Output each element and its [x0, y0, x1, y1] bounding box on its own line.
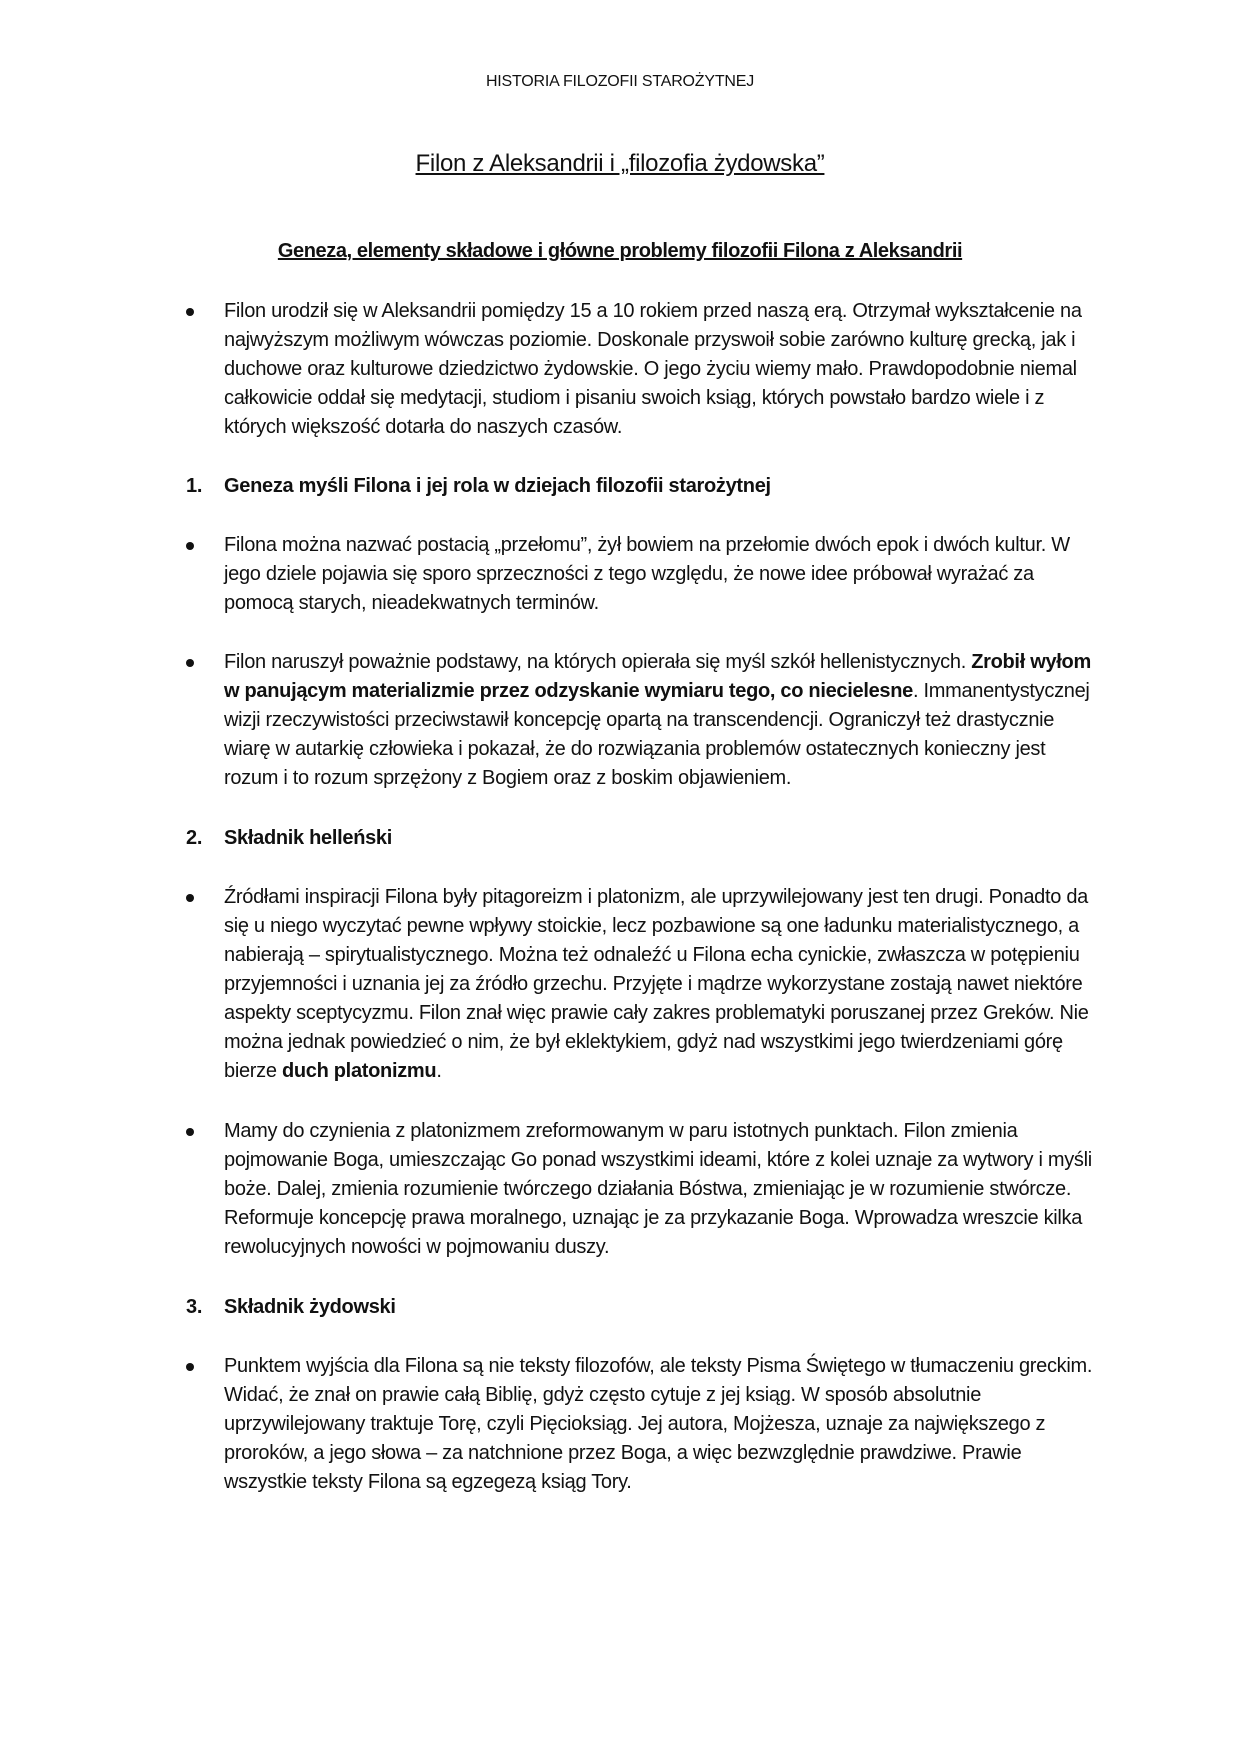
- paragraph-text: [224, 1352, 1094, 1497]
- paragraph-text: [224, 883, 1094, 1086]
- paragraph-text-part: Filona można nazwać postacią „przełomu”, żył bowiem na przełomie dwóch epok i dwóch kultur. W jego dziele pojawia się sporo sprzeczności z tego względu, że nowe idee próbował wyrażać za pomocą starych, nieadekwatnych terminów.: [224, 534, 1070, 614]
- bullet-icon: [186, 1363, 194, 1371]
- document-subtitle: Geneza, elementy składowe i główne problemy filozofii Filona z Aleksandrii: [277, 240, 963, 262]
- emphasized-text: Zrobił wyłom w panującym materializmie przez odzyskanie wymiaru tego, co niecielesne: [224, 651, 1091, 702]
- bullet-icon: [186, 894, 194, 902]
- paragraph-text: [224, 531, 1094, 618]
- paragraph-text: Filon urodził się w Aleksandrii pomiędzy 15 a 10 rokiem przed naszą erą. Otrzymał wykształcenie na najwyższym możliwym wówczas poziomie. Doskonale przyswoił sobie zarówno kulturę grecką, jak i duchowe oraz kulturowe dziedzictwo żydowskie. O jego życiu wiemy mało. Prawdopodobnie niemal całkowicie oddał się medytacji, studiom i pisaniu swoich ksiąg, których powstało bardzo wiele i z których większość dotarła do naszych czasów.: [224, 300, 1082, 438]
- paragraph-text-part: Mamy do czynienia z platonizmem zreformowanym w paru istotnych punktach. Filon zmienia pojmowanie Boga, umieszczając Go ponad wszystkimi ideami, które z kolei uznaje za wytwory i myśli boże. Dalej, zmienia rozumienie twórczego działania Bóstwa, zmieniając je w rozumienie stwórcze. Reformuje koncepcję prawa moralnego, uznając je za przykazanie Boga. Wprowadza wreszcie kilka rewolucyjnych nowości w pojmowaniu duszy.: [224, 1120, 1092, 1258]
- document-title: Filon z Aleksandrii i „filozofia żydowska”: [415, 150, 825, 177]
- paragraph-text-part: Punktem wyjścia dla Filona są nie teksty filozofów, ale teksty Pisma Świętego w tłumaczeniu greckim. Widać, że znał on prawie całą Biblię, gdyż często cytuje z jej ksiąg. W sposób absolutnie uprzywilejowany traktuje Torę, czyli Pięcioksiąg. Jej autora, Mojżesza, uznaje za największego z proroków, a jego słowa – za natchnione przez Boga, a więc bezwzględnie prawdziwe. Prawie wszystkie teksty Filona są egzegezą ksiąg Tory.: [224, 1355, 1093, 1493]
- section-number: 1.: [186, 475, 203, 497]
- running-header: HISTORIA FILOZOFII STAROŻYTNEJ: [485, 73, 755, 90]
- paragraph-text: [224, 648, 1094, 793]
- bullet-icon: [186, 308, 194, 316]
- section-title: Geneza myśli Filona i jej rola w dziejach filozofii starożytnej: [224, 475, 771, 497]
- section-number: 3.: [186, 1296, 203, 1318]
- bullet-icon: [186, 542, 194, 550]
- section-title: Składnik żydowski: [224, 1296, 396, 1318]
- paragraph-text-part: Źródłami inspiracji Filona były pitagoreizm i platonizm, ale uprzywilejowany jest ten drugi. Ponadto da się u niego wyczytać pewne wpływy stoickie, lecz pozbawione są one ładunku materialistycznego, a nabierają – spirytualistycznego. Można też odnaleźć u Filona echa cynickie, zwłaszcza w potępieniu przyjemności i uznania jej za źródło grzechu. Przyjęte i mądrze wykorzystane zostają nawet niektóre aspekty sceptycyzmu. Filon znał więc prawie cały zakres problematyki poruszanej przez Greków. Nie można jednak powiedzieć o nim, że był eklektykiem, gdyż nad wszystkimi jego twierdzeniami górę bierze: [224, 886, 1089, 1082]
- paragraph-text-part: . Immanentystycznej wizji rzeczywistości przeciwstawił koncepcję opartą na transcendencji. Ograniczył też drastycznie wiarę w autarkię człowieka i pokazał, że do rozwiązania problemów ostatecznych konieczny jest rozum i to rozum sprzężony z Bogiem oraz z boskim objawieniem.: [224, 680, 1090, 789]
- paragraph-text-part: .: [436, 1060, 442, 1082]
- emphasized-text: duch platonizmu: [281, 1060, 437, 1082]
- section-number: 2.: [186, 827, 203, 849]
- paragraph-text: [224, 1117, 1094, 1262]
- bullet-icon: [186, 1128, 194, 1136]
- bullet-icon: [186, 659, 194, 667]
- section-title: Składnik helleński: [224, 827, 393, 849]
- paragraph-text-part: Filon naruszył poważnie podstawy, na których opierała się myśl szkół hellenistycznych.: [224, 651, 972, 673]
